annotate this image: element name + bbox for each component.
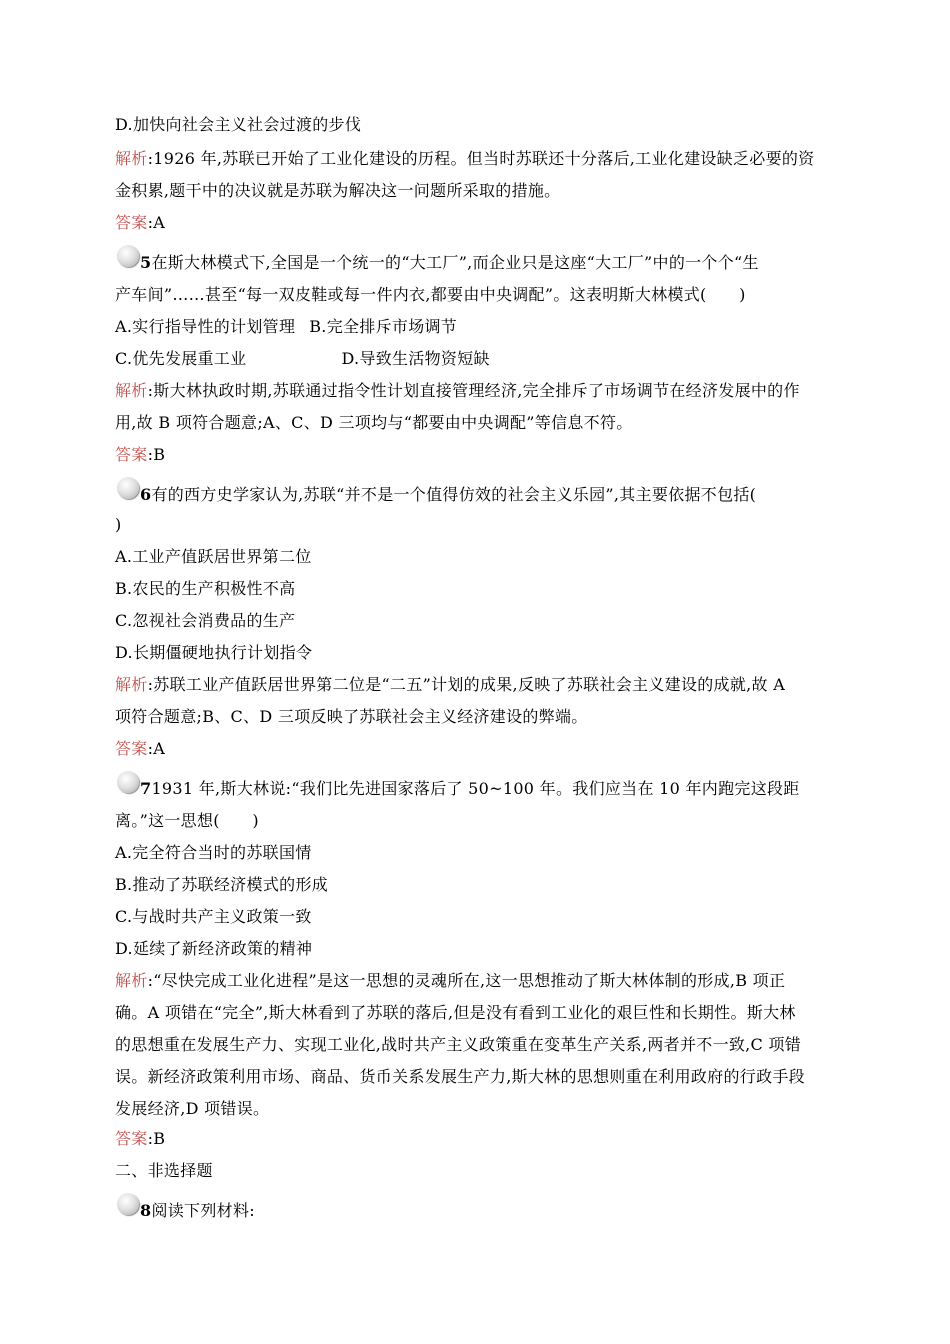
q7-analysis-line-2: 确。A 项错在“完全”,斯大林看到了苏联的落后,但是没有看到工业化的艰巨性和长期性。斯大林 — [115, 1003, 796, 1022]
q6-stem-line-2: ) — [115, 515, 122, 534]
q6-stem-line-1: 6有的西方史学家认为,苏联“并不是一个值得仿效的社会主义乐园”,其主要依据不包括( — [140, 485, 757, 504]
q7-stem-line-1: 71931 年,斯大林说:“我们比先进国家落后了 50~100 年。我们应当在 10 年内跑完这段距 — [140, 779, 800, 798]
q7-analysis-line-3: 的思想重在发展生产力、实现工业化,战时共产主义政策重在变革生产关系,两者并不一致,C 项错 — [115, 1035, 802, 1054]
answer-label: 答案 — [115, 1129, 148, 1148]
q6-answer: 答案:A — [115, 739, 166, 758]
q7-analysis-line-5: 发展经济,D 项错误。 — [115, 1099, 270, 1118]
q7-option-d: D.延续了新经济政策的精神 — [115, 939, 313, 958]
q5-answer: 答案:B — [115, 445, 166, 464]
q7-stem-line-2: 离。”这一思想( ) — [115, 811, 259, 830]
q6-option-a: A.工业产值跃居世界第二位 — [115, 547, 312, 566]
answer-label: 答案 — [115, 213, 148, 232]
q7-number: 7 — [140, 779, 152, 798]
q5-option-d: D.导致生活物资短缺 — [341, 349, 490, 368]
q5-options-ab — [115, 316, 457, 338]
q8-stem-line-1: 8阅读下列材料: — [140, 1201, 255, 1220]
q5-option-c: C.优先发展重工业 — [115, 349, 247, 368]
q7-option-b: B.推动了苏联经济模式的形成 — [115, 875, 329, 894]
q5-stem-line-1: 5在斯大林模式下,全国是一个统一的“大工厂”,而企业只是这座“大工厂”中的一个个“生 — [140, 253, 759, 272]
q6-option-c: C.忽视社会消费品的生产 — [115, 611, 296, 630]
analysis-label: 解析 — [115, 675, 148, 694]
question-marker-icon — [117, 1193, 139, 1215]
prev-analysis-line-1: 解析:1926 年,苏联已开始了工业化建设的历程。但当时苏联还十分落后,工业化建设缺乏必要的资 — [115, 149, 815, 168]
answer-label: 答案 — [115, 445, 148, 464]
question-marker-icon — [117, 245, 139, 267]
q6-analysis-line-1: 解析:苏联工业产值跃居世界第二位是“二五”计划的成果,反映了苏联社会主义建设的成就,故 A — [115, 675, 786, 694]
q7-analysis-line-4: 误。新经济政策利用市场、商品、货币关系发展生产力,斯大林的思想则重在利用政府的行政手段 — [115, 1067, 805, 1086]
q8-number: 8 — [140, 1201, 152, 1220]
prev-option-d: D.加快向社会主义社会过渡的步伐 — [115, 115, 362, 134]
answer-label: 答案 — [115, 739, 148, 758]
q6-option-b: B.农民的生产积极性不高 — [115, 579, 296, 598]
q5-stem-line-2: 产车间”……甚至“每一双皮鞋或每一件内衣,都要由中央调配”。这表明斯大林模式( ) — [115, 285, 746, 304]
q7-option-c: C.与战时共产主义政策一致 — [115, 907, 312, 926]
analysis-label: 解析 — [115, 149, 148, 168]
q6-analysis-line-2: 项符合题意;B、C、D 三项反映了苏联社会主义经济建设的弊端。 — [115, 707, 588, 726]
q7-analysis-line-1: 解析:“尽快完成工业化进程”是这一思想的灵魂所在,这一思想推动了斯大林体制的形成,B 项正 — [115, 971, 786, 990]
q5-option-b: B.完全排斥市场调节 — [309, 317, 458, 336]
prev-analysis-line-2: 金积累,题干中的决议就是苏联为解决这一问题所采取的措施。 — [115, 181, 561, 200]
section-title: 二、非选择题 — [115, 1161, 213, 1180]
q5-analysis-line-1: 解析:斯大林执政时期,苏联通过指令性计划直接管理经济,完全排斥了市场调节在经济发展中的作 — [115, 381, 800, 400]
q6-option-d: D.长期僵硬地执行计划指令 — [115, 643, 313, 662]
analysis-label: 解析 — [115, 381, 148, 400]
q6-number: 6 — [140, 485, 152, 504]
question-marker-icon — [117, 477, 139, 499]
q5-analysis-line-2: 用,故 B 项符合题意;A、C、D 三项均与“都要由中央调配”等信息不符。 — [115, 413, 633, 432]
question-marker-icon — [117, 771, 139, 793]
q7-option-a: A.完全符合当时的苏联国情 — [115, 843, 312, 862]
q5-number: 5 — [140, 253, 152, 272]
q5-option-a: A.实行指导性的计划管理 — [115, 317, 296, 336]
q7-answer: 答案:B — [115, 1129, 166, 1148]
analysis-label: 解析 — [115, 971, 148, 990]
q5-options-cd — [115, 348, 490, 370]
prev-answer: 答案:A — [115, 213, 166, 232]
